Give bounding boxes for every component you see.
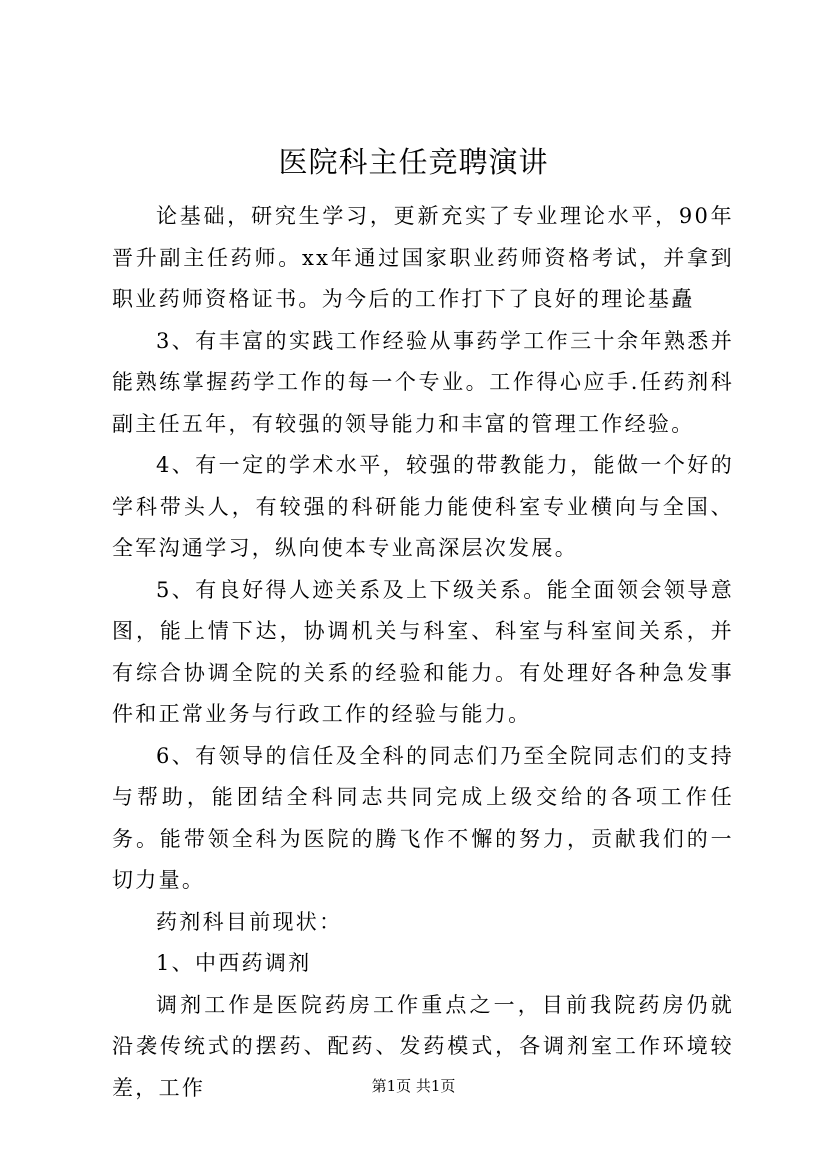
paragraph-dispensing-work: 调剂工作是医院药房工作重点之一，目前我院药房仍就沿袭传统式的摆药、配药、发药模式，各调剂室工作环境较差，工作: [112, 992, 734, 1100]
paragraph-leadership-support: 6、有领导的信任及全科的同志们乃至全院同志们的支持与帮助，能团结全科同志共同完成上级交给的各项工作任务。能带领全科为医院的腾飞作不懈的努力，贡献我们的一切力量。: [112, 743, 734, 892]
paragraph-practical-experience: 3、有丰富的实践工作经验从事药学工作三十余年熟悉并能熟练掌握药学工作的每一个专业。工作得心应手.任药剂科副主任五年，有较强的领导能力和丰富的管理工作经验。: [112, 328, 734, 436]
paragraph-academic-level: 4、有一定的学术水平，较强的带教能力，能做一个好的学科带头人，有较强的科研能力能使科室专业横向与全国、全军沟通学习，纵向使本专业高深层次发展。: [112, 453, 734, 560]
page-footer: 第1页 共1页: [371, 1077, 456, 1095]
document-title: 医院科主任竞聘演讲: [278, 145, 549, 179]
paragraph-theory-foundation: 论基础，研究生学习，更新充实了专业理论水平，90年晋升副主任药师。xx年通过国家职业药师资格考试，并拿到职业药师资格证书。为今后的工作打下了良好的理论基矗: [112, 204, 734, 311]
paragraph-section-dispensing: 1、中西药调剂: [156, 951, 312, 975]
paragraph-current-status-heading: 药剂科目前现状：: [156, 909, 343, 934]
paragraph-relationships: 5、有良好得人迹关系及上下级关系。能全面领会领导意图，能上情下达，协调机关与科室、科室与科室间关系，并有综合协调全院的关系的经验和能力。有处理好各种急发事件和正常业务与行政工作的经验与能力。: [112, 577, 734, 726]
document-body: [112, 196, 734, 1109]
